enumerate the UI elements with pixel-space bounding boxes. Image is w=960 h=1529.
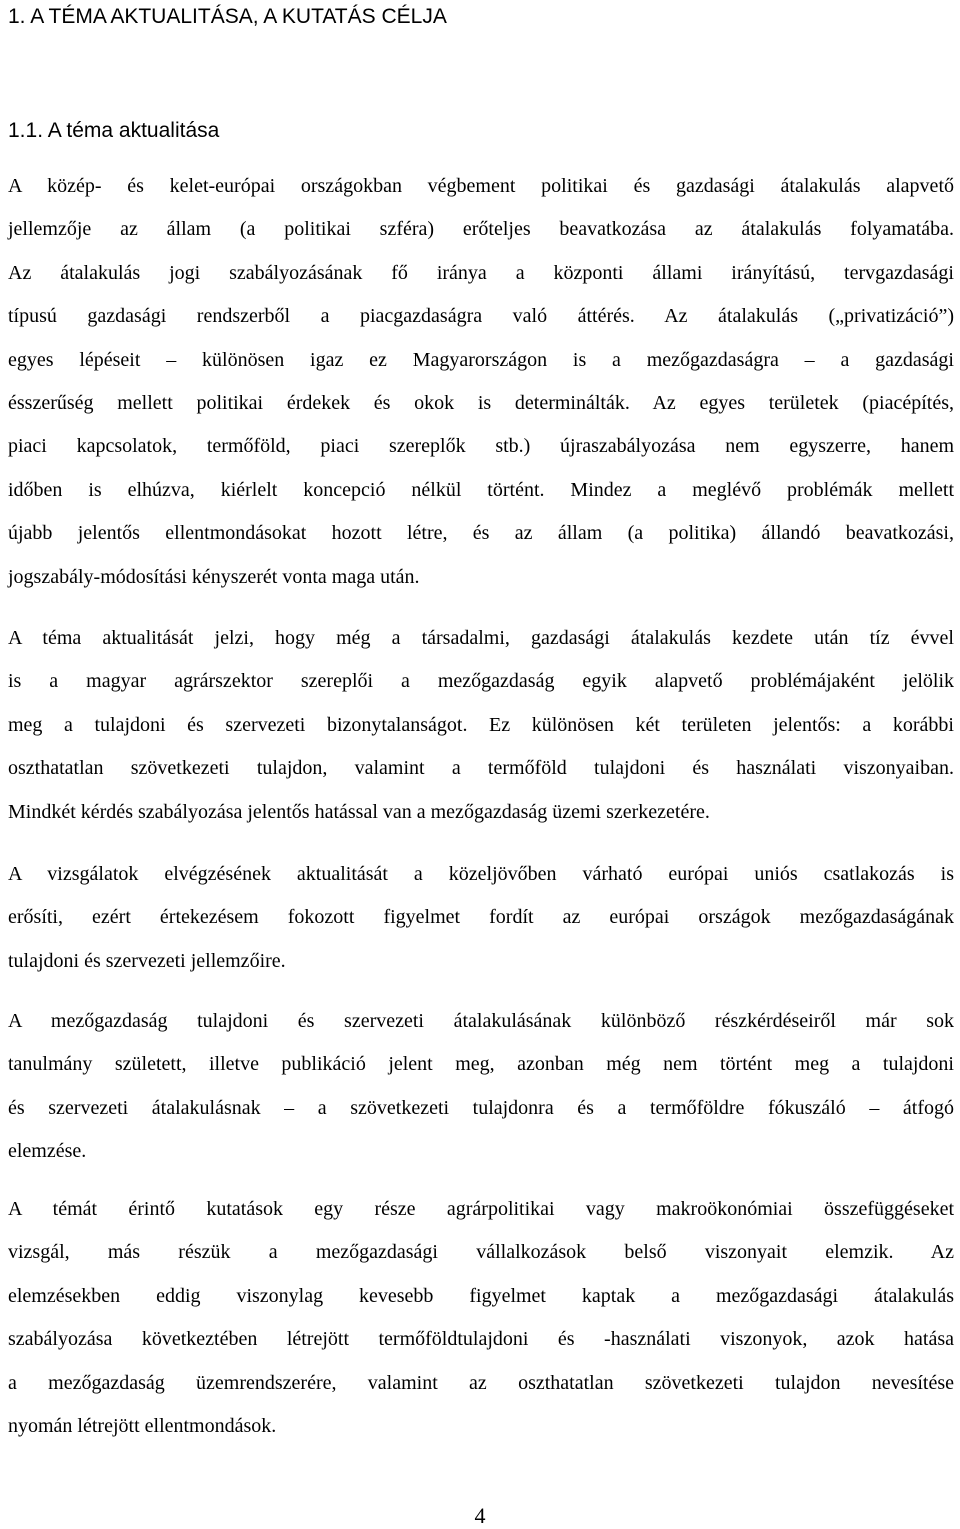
text-line: egyes lépéseit – különösen igaz ez Magyarországon is a mezőgazdaságra – a gazdasági — [8, 348, 954, 371]
text-line: A vizsgálatok elvégzésének aktualitását a közeljövőben várható európai uniós csatlakozás is — [8, 863, 954, 885]
text-line: típusú gazdasági rendszerből a piacgazdaságra való áttérés. Az átalakulás („privatizáció”) — [8, 305, 954, 328]
text-line: Mindkét kérdés szabályozása jelentős hatással van a mezőgazdaság üzemi szerkezetére. — [8, 800, 710, 823]
text-line: A mezőgazdaság tulajdoni és szervezeti átalakulásának különböző részkérdéseiről már sok — [8, 1010, 954, 1032]
text-line: A témát érintő kutatások egy része agrárpolitikai vagy makroökonómiai összefüggéseket — [8, 1198, 954, 1220]
text-line: jellemzője az állam (a politikai szféra) erőteljes beavatkozása az átalakulás folyamatába. — [8, 218, 954, 241]
text-line: erősíti, ezért értekezésem fokozott figyelmet fordít az európai országok mezőgazdaságának — [8, 906, 954, 929]
text-line: időben is elhúzva, kiérlelt koncepció nélkül történt. Mindez a meglévő problémák mellett — [8, 478, 954, 501]
paragraph-3 — [8, 864, 954, 972]
text-line: A téma aktualitását jelzi, hogy még a társadalmi, gazdasági átalakulás kezdete után tíz évvel — [8, 627, 954, 649]
text-line: meg a tulajdoni és szervezeti bizonytalanságot. Ez különösen két területen jelentős: a korábbi — [8, 713, 954, 736]
text-line: Az átalakulás jogi szabályozásának fő iránya a központi állami irányítású, tervgazdasági — [8, 261, 954, 284]
text-line: oszthatatlan szövetkezeti tulajdon, valamint a termőföld tulajdoni és használati viszonyaiban. — [8, 757, 954, 780]
text-line: és szervezeti átalakulásnak – a szövetkezeti tulajdonra és a termőföldre fókuszáló – átfogó — [8, 1096, 954, 1119]
paragraph-1 — [8, 176, 954, 588]
text-line: újabb jelentős ellentmondásokat hozott létre, és az állam (a politika) állandó beavatkozási, — [8, 522, 954, 545]
text-line: tanulmány született, illetve publikáció jelent meg, azonban még nem történt meg a tulajdoni — [8, 1053, 954, 1076]
text-line: elemzésekben eddig viszonylag kevesebb figyelmet kaptak a mezőgazdasági átalakulás — [8, 1284, 954, 1307]
text-line: tulajdoni és szervezeti jellemzőire. — [8, 949, 286, 972]
text-line: ésszerűség mellett politikai érdekek és okok is determinálták. Az egyes területek (piacépítés, — [8, 391, 954, 414]
text-line: elemzése. — [8, 1140, 87, 1163]
paragraph-4 — [8, 1011, 954, 1162]
paragraph-5 — [8, 1199, 954, 1437]
text-line: piaci kapcsolatok, termőföld, piaci szereplők stb.) újraszabályozása nem egyszerre, hanem — [8, 435, 954, 458]
text-line: A közép- és kelet-európai országokban végbement politikai és gazdasági átalakulás alapvető — [8, 175, 954, 197]
page-number: 4 — [474, 1503, 486, 1528]
text-line: nyomán létrejött ellentmondások. — [8, 1414, 277, 1437]
text-line: vizsgál, más részük a mezőgazdasági vállalkozások belső viszonyait elemzik. Az — [8, 1241, 954, 1264]
section-heading: 1.1. A téma aktualitása — [8, 119, 220, 142]
chapter-heading: 1. A TÉMA AKTUALITÁSA, A KUTATÁS CÉLJA — [8, 5, 447, 28]
text-line: a mezőgazdaság üzemrendszerére, valamint az oszthatatlan szövetkezeti tulajdon nevesítése — [8, 1371, 954, 1394]
text-line: szabályozása következtében létrejött termőföldtulajdoni és -használati viszonyok, azok hatása — [8, 1328, 954, 1351]
text-line: jogszabály-módosítási kényszerét vonta maga után. — [8, 565, 420, 588]
paragraph-2 — [8, 628, 954, 823]
text-line: is a magyar agrárszektor szereplői a mezőgazdaság egyik alapvető problémájaként jelölik — [8, 670, 954, 693]
